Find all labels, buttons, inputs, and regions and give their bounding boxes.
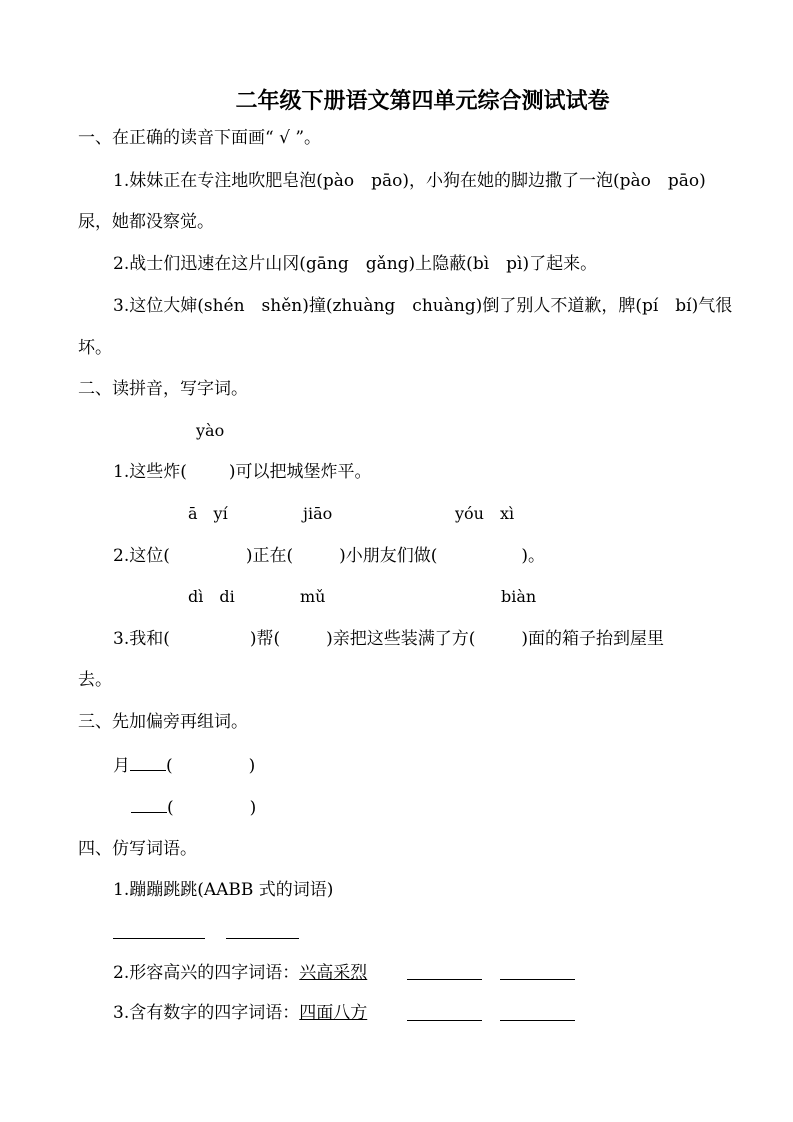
pinyin-jiao: jiāo xyxy=(303,504,333,523)
s1-question-1: 1.妹妹正在专注地吹肥皂泡(pào pāo)，小狗在她的脚边撒了一泡(pào pāo) xyxy=(113,171,706,191)
s1-question-3-cont: 坏。 xyxy=(78,338,112,358)
pinyin-you-xi: yóu xì xyxy=(455,504,515,523)
pinyin-a-yi: ā yí xyxy=(188,504,228,523)
section-2-heading: 二、读拼音，写字词。 xyxy=(78,379,248,399)
section-3-heading: 三、先加偏旁再组词。 xyxy=(78,712,248,732)
answer-line[interactable] xyxy=(226,938,299,939)
s1-question-1-cont: 尿，她都没察觉。 xyxy=(78,212,214,232)
s1-question-3: 3.这位大婶(shén shěn)撞(zhuàng chuàng)倒了别人不道歉，脾(pí bí)气很 xyxy=(113,296,733,316)
answer-line[interactable] xyxy=(407,1020,482,1021)
s4-question-3: 3.含有数字的四字词语：四面八方 xyxy=(113,1003,368,1023)
answer-line[interactable] xyxy=(500,1020,575,1021)
section-4-heading: 四、仿写词语。 xyxy=(78,839,197,859)
answer-line[interactable] xyxy=(500,979,575,980)
radical-blank[interactable] xyxy=(131,796,167,813)
pinyin-yao: yào xyxy=(196,421,225,440)
s2-question-2: 2.这位( )正在( )小朋友们做( )。 xyxy=(113,546,546,566)
pinyin-mu: mǔ xyxy=(300,587,326,606)
s2-question-1: 1.这些炸( )可以把城堡炸平。 xyxy=(113,462,372,482)
s2-question-3: 3.我和( )帮( )亲把这些装满了方( )面的箱子抬到屋里 xyxy=(113,629,665,649)
answer-line[interactable] xyxy=(407,979,482,980)
answer-line[interactable] xyxy=(113,938,205,939)
s1-question-2: 2.战士们迅速在这片山冈(gāng gǎng)上隐蔽(bì pì)了起来。 xyxy=(113,254,598,274)
page-title: 二年级下册语文第四单元综合测试试卷 xyxy=(235,89,610,114)
s4-question-2: 2.形容高兴的四字词语：兴高采烈 xyxy=(113,963,368,983)
s3-row-1: 月 ( ) xyxy=(113,756,256,776)
example-word: 四面八方 xyxy=(299,1003,368,1023)
section-1-heading: 一、在正确的读音下面画“ √ ”。 xyxy=(78,128,322,148)
example-word: 兴高采烈 xyxy=(299,963,368,983)
pinyin-bian: biàn xyxy=(501,587,537,606)
s2-question-3-cont: 去。 xyxy=(78,670,112,690)
s3-row-2: ( ) xyxy=(131,796,256,819)
radical-blank[interactable] xyxy=(130,754,166,771)
s4-question-1: 1.蹦蹦跳跳(AABB 式的词语) xyxy=(113,880,334,900)
pinyin-di-di: dì di xyxy=(188,587,235,606)
